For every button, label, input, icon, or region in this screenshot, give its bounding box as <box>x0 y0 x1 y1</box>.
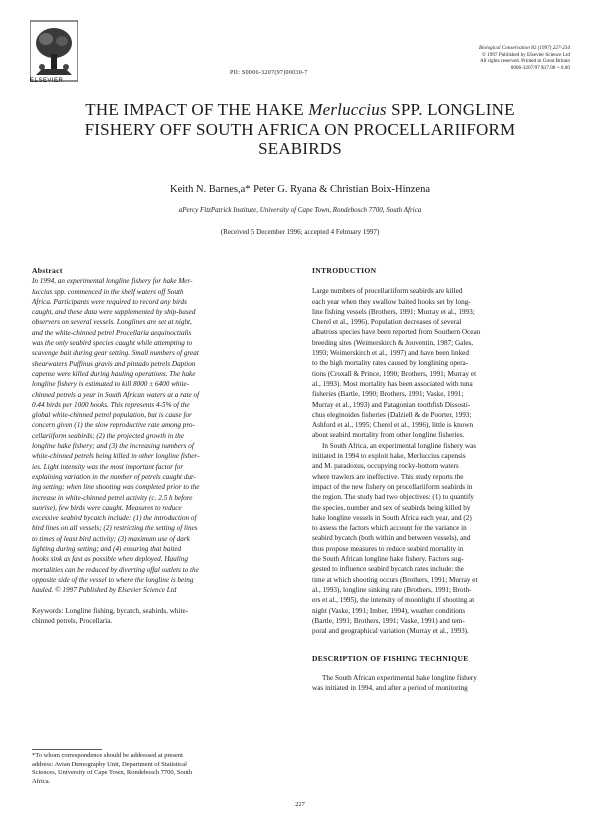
text-line: and the white-chinned petrel Procellaria aequinoctialis <box>32 328 192 337</box>
article-title <box>40 100 560 159</box>
text-line: chinned petrels, Procellaria. <box>32 616 113 625</box>
text-line: longline fishery is estimated to kill 8000 ± 6400 white- <box>32 380 190 389</box>
text-line: the species, number and sex of seabirds being killed by <box>312 503 471 512</box>
text-line: chus eleginoides fisheries (Dalziell & de Poorter, 1993; <box>312 410 472 419</box>
text-line: to times of least bird activity; (3) maximum use of dark <box>32 534 190 543</box>
text-line: ies. Light intensity was the most important factor for <box>32 462 184 471</box>
text-line: hauled. © 1997 Published by Elsevier Science Ltd <box>32 586 177 595</box>
text-line: Keywords: Longline fishing, bycatch, seabirds, white- <box>32 606 189 615</box>
text-line: 0.44 birds per 1000 hooks. This represents 4-5% of the <box>32 400 190 409</box>
footnote-line: Africa. <box>32 777 51 785</box>
text-line: each year when they swallow baited hooks set by long- <box>312 297 471 306</box>
issn-line: 0006-3207/97 $17.00 + 0.00 <box>510 64 570 71</box>
text-line: lighting during setting; and (4) ensuring that baited <box>32 545 182 554</box>
introduction-paragraph-1 <box>312 286 568 440</box>
text-line: line fishing vessels (Brothers, 1991; Murray et al., 1993; <box>312 307 475 316</box>
text-line: hake longline vessels in South Africa each year, and (2) <box>312 513 472 522</box>
publisher-name: ELSEVIER <box>30 78 64 84</box>
text-line: Large numbers of procellariiform seabirds are killed <box>312 287 463 296</box>
introduction-paragraph-2 <box>312 441 568 637</box>
correspondence-footnote <box>32 752 292 786</box>
text-line: where trawlers are ineffective. This study reports the <box>312 472 464 481</box>
authors: Keith N. Barnes,a* Peter G. Ryana & Christian Boix-Hinzena <box>170 184 430 195</box>
text-line: shearwaters Puffinus gravis and pintado petrels Daption <box>32 359 196 368</box>
text-line: ers et al., 1995), the intensity of moonlight if shooting at <box>312 596 475 605</box>
text-line: In 1994, an experimental longline fishery for hake Mer- <box>32 277 193 286</box>
text-line: to the high mortality rates caused by longlining opera- <box>312 359 469 368</box>
text-line: concern given (1) the slow reproductive rate among pro- <box>32 421 195 430</box>
description-heading: DESCRIPTION OF FISHING TECHNIQUE <box>312 654 469 664</box>
footnote-line: *To whom correspondence should be addressed at present <box>32 752 183 759</box>
received-dates: (Received 5 December 1996; accepted 4 February 1997) <box>220 228 380 236</box>
text-line: white-chinned petrels being killed in other longline fisher- <box>32 452 200 461</box>
text-line: Africa. Participants were required to record any birds <box>32 297 187 306</box>
text-line: poral and geographical variation (Murray et al., 1993). <box>312 627 469 636</box>
text-line: Murray et al., 1993) and Patagonian toothfish Dissosti- <box>312 400 471 409</box>
rights-line: All rights reserved. Printed in Great Britain <box>479 58 570 65</box>
text-line: (Bartle, 1991; Brothers, 1991; Vaske, 1991) and tem- <box>312 616 465 625</box>
title-line-2: FISHERY OFF SOUTH AFRICA ON PROCELLARIIFORM <box>84 119 516 139</box>
footnote-line: address: Avian Demography Unit, Department of Statistical <box>32 760 187 768</box>
introduction-heading: INTRODUCTION <box>312 266 377 275</box>
text-line: fisheries (Bartle, 1990; Brothers, 1991; Vaske, 1991; <box>312 390 464 399</box>
text-line: increase in white-chinned petrel activity (c. 2.5 h before <box>32 493 193 502</box>
text-line: cellariiform seabirds; (2) the projected growth in the <box>32 431 184 440</box>
text-line: caught, and these data were supplemented by ship-based <box>32 308 196 317</box>
text-line: and M. paradoxus, occupying rocky-bottom waters <box>312 462 459 471</box>
text-line: explaining variation in the number of petrels caught dur- <box>32 472 197 481</box>
text-line: thus propose measures to reduce seabird mortality in <box>312 544 464 553</box>
text-line: opposite side of the vessel to where the longline is being <box>32 575 194 584</box>
text-line: The South African experimental hake longline fishery <box>322 673 477 682</box>
text-line: global white-chinned petrel population, but is cause for <box>32 411 192 420</box>
footnote-line: Sciences, University of Cape Town, Rondebosch 7700, South <box>32 769 193 777</box>
footnote-rule <box>32 749 102 750</box>
keywords <box>32 606 288 627</box>
text-line: initiated in 1994 to exploit hake, Merluccius capensis <box>312 452 466 461</box>
abstract-body <box>32 276 288 595</box>
text-line: luccius spp. commenced in the shelf waters off South <box>32 287 184 296</box>
introduction-section <box>312 266 568 693</box>
affiliation: aPercy FitzPatrick Institute, University of Cape Town, Rondebosch 7700, South Africa <box>178 206 422 214</box>
text-line: chinned petrels a year in South African waters at a rate of <box>32 390 200 399</box>
abstract-section <box>32 266 288 626</box>
text-line: tions (Croxall & Prince, 1990; Brothers, 1991; Murray et <box>312 369 477 378</box>
text-line: observers on several vessels. Longlines are set at night, <box>32 318 192 327</box>
text-line: capense were killed during hauling operations. The hake <box>32 369 196 378</box>
text-line: time at which shooting occurs (Brothers, 1991; Murray et <box>312 575 478 584</box>
text-line: scavenge bait during gear setting. Small numbers of great <box>32 349 199 358</box>
text-line: sunrise), few birds were caught. Measures to reduce <box>32 503 182 512</box>
text-line: In South Africa, an experimental longline fishery was <box>322 441 477 450</box>
text-line: breeding sites (Weimerskirch & Jouventin, 1987; Gales, <box>312 338 474 347</box>
text-line: Ashford et al., 1995; Cherel et al., 1996), little is known <box>312 421 474 430</box>
text-line: bird lines on all vessels; (2) restricting the setting of lines <box>32 524 198 533</box>
text-line: Cherel et al., 1996). Population decreases of several <box>312 318 462 327</box>
text-line: night (Vaske, 1991; Imber, 1994), weather conditions <box>312 606 466 615</box>
text-line: about seabird mortality from other longline fisheries. <box>312 431 465 440</box>
text-line: 1993; Weimerskirch et al., 1997) and have been linked <box>312 349 469 358</box>
title-line-1: THE IMPACT OF THE HAKE Merluccius SPP. LONGLINE <box>85 100 515 119</box>
text-line: the South African longline hake fishery. Factors sug- <box>312 555 464 564</box>
title-line-3: SEABIRDS <box>258 139 342 158</box>
text-line: excessive seabird bycatch include: (1) the introduction of <box>32 514 197 523</box>
pii-code: PII: S0006-3207(97)00030-7 <box>230 70 308 76</box>
text-line: seabird bycatch (both within and between vessels), and <box>312 534 471 543</box>
text-line: hooks sink as fast as possible when deployed. Hauling <box>32 555 188 564</box>
text-line: albatross species have been reported from Southern Ocean <box>312 328 481 337</box>
text-line: impact of the new fishery on procellariiform seabirds in <box>312 482 473 491</box>
copyright-line: © 1997 Published by Elsevier Science Ltd <box>481 51 570 58</box>
text-line: longline hake fishery; and (3) the increasing numbers of <box>32 442 194 451</box>
journal-info <box>400 45 570 71</box>
text-line: al., 1993), longline sinking rate (Brothers, 1991; Broth- <box>312 585 472 594</box>
text-line: ing setting; when line shooting was completed prior to the <box>32 483 200 492</box>
text-line: the region. The study had two objectives: (1) to quantify <box>312 493 474 502</box>
text-line: was initiated in 1994, and after a period of monitoring <box>312 683 468 692</box>
text-line: gested to influence seabird bycatch rates include: the <box>312 565 464 574</box>
text-line: was the only seabird species caught while attempting to <box>32 339 193 348</box>
description-paragraph <box>312 673 568 694</box>
abstract-heading: Abstract <box>32 266 63 275</box>
page-number: 227 <box>295 801 305 808</box>
journal-citation: Biological Conservation 82 (1997) 227-234 <box>478 45 570 51</box>
text-line: mortalities can be reduced by diverting offal outlets to the <box>32 565 199 574</box>
elsevier-tree-logo <box>30 16 78 86</box>
text-line: to assess the factors which account for the variance in <box>312 524 467 533</box>
text-line: al., 1993). Most mortality has been associated with tuna <box>312 379 473 388</box>
